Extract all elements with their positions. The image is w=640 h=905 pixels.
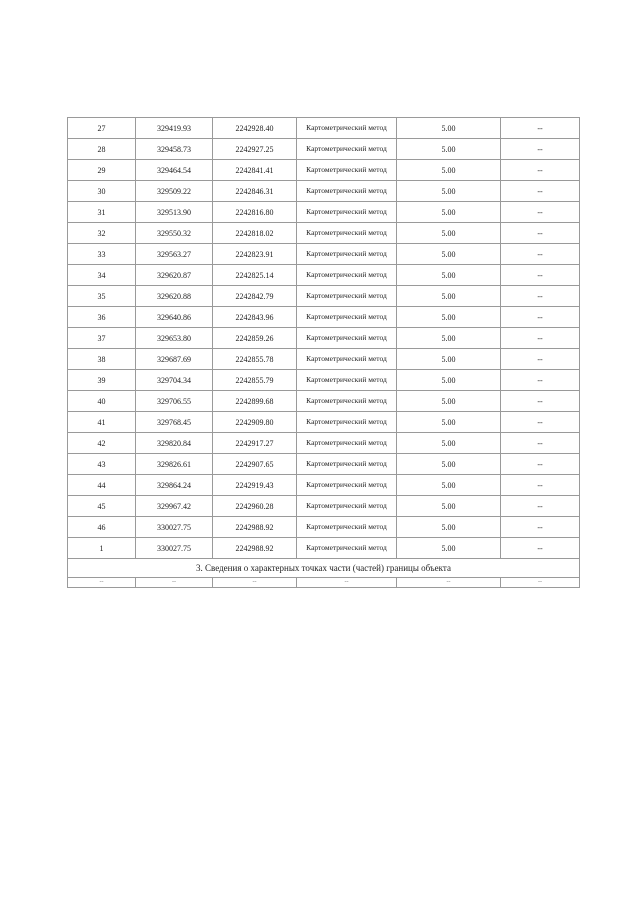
method-cell: Картометрический метод — [297, 412, 397, 433]
table-row — [68, 223, 580, 244]
method-cell: Картометрический метод — [297, 391, 397, 412]
x-coordinate-cell: 329967.42 — [136, 496, 213, 517]
y-coordinate-cell: 2242919.43 — [213, 475, 297, 496]
y-coordinate-cell: 2242917.27 — [213, 433, 297, 454]
x-coordinate-cell: 329864.24 — [136, 475, 213, 496]
precision-cell: 5.00 — [397, 118, 501, 139]
y-coordinate-cell: 2242909.80 — [213, 412, 297, 433]
method-cell: Картометрический метод — [297, 118, 397, 139]
method-cell: Картометрический метод — [297, 496, 397, 517]
method-cell: Картометрический метод — [297, 244, 397, 265]
table-row — [68, 160, 580, 181]
note-cell: -- — [501, 496, 580, 517]
header-cell: -- — [397, 578, 501, 588]
point-number-cell: 44 — [68, 475, 136, 496]
table-body — [68, 118, 580, 559]
table-row — [68, 370, 580, 391]
method-cell: Картометрический метод — [297, 538, 397, 559]
precision-cell: 5.00 — [397, 433, 501, 454]
method-cell: Картометрический метод — [297, 433, 397, 454]
y-coordinate-cell: 2242842.79 — [213, 286, 297, 307]
table-row — [68, 475, 580, 496]
note-cell: -- — [501, 370, 580, 391]
x-coordinate-cell: 329706.55 — [136, 391, 213, 412]
header-cell: -- — [68, 578, 136, 588]
point-number-cell: 35 — [68, 286, 136, 307]
section-header-row — [68, 578, 580, 588]
header-cell: -- — [297, 578, 397, 588]
x-coordinate-cell: 329563.27 — [136, 244, 213, 265]
point-number-cell: 31 — [68, 202, 136, 223]
method-cell: Картометрический метод — [297, 139, 397, 160]
table-row — [68, 496, 580, 517]
x-coordinate-cell: 329550.32 — [136, 223, 213, 244]
precision-cell: 5.00 — [397, 202, 501, 223]
y-coordinate-cell: 2242843.96 — [213, 307, 297, 328]
precision-cell: 5.00 — [397, 370, 501, 391]
precision-cell: 5.00 — [397, 139, 501, 160]
note-cell: -- — [501, 454, 580, 475]
table-row — [68, 349, 580, 370]
note-cell: -- — [501, 160, 580, 181]
x-coordinate-cell: 329653.80 — [136, 328, 213, 349]
y-coordinate-cell: 2242825.14 — [213, 265, 297, 286]
note-cell: -- — [501, 349, 580, 370]
method-cell: Картометрический метод — [297, 265, 397, 286]
table-row — [68, 139, 580, 160]
precision-cell: 5.00 — [397, 349, 501, 370]
x-coordinate-cell: 329768.45 — [136, 412, 213, 433]
x-coordinate-cell: 329509.22 — [136, 181, 213, 202]
table-row — [68, 328, 580, 349]
table-row — [68, 433, 580, 454]
precision-cell: 5.00 — [397, 496, 501, 517]
x-coordinate-cell: 329620.87 — [136, 265, 213, 286]
method-cell: Картометрический метод — [297, 328, 397, 349]
precision-cell: 5.00 — [397, 391, 501, 412]
point-number-cell: 36 — [68, 307, 136, 328]
y-coordinate-cell: 2242823.91 — [213, 244, 297, 265]
method-cell: Картометрический метод — [297, 370, 397, 391]
table-row — [68, 391, 580, 412]
precision-cell: 5.00 — [397, 517, 501, 538]
point-number-cell: 38 — [68, 349, 136, 370]
point-number-cell: 32 — [68, 223, 136, 244]
method-cell: Картометрический метод — [297, 202, 397, 223]
point-number-cell: 34 — [68, 265, 136, 286]
precision-cell: 5.00 — [397, 412, 501, 433]
note-cell: -- — [501, 223, 580, 244]
x-coordinate-cell: 329826.61 — [136, 454, 213, 475]
table-row — [68, 118, 580, 139]
table-row — [68, 265, 580, 286]
note-cell: -- — [501, 118, 580, 139]
precision-cell: 5.00 — [397, 181, 501, 202]
y-coordinate-cell: 2242988.92 — [213, 517, 297, 538]
precision-cell: 5.00 — [397, 328, 501, 349]
y-coordinate-cell: 2242855.79 — [213, 370, 297, 391]
precision-cell: 5.00 — [397, 160, 501, 181]
precision-cell: 5.00 — [397, 223, 501, 244]
x-coordinate-cell: 329620.88 — [136, 286, 213, 307]
table-row — [68, 244, 580, 265]
point-number-cell: 29 — [68, 160, 136, 181]
header-cell: -- — [213, 578, 297, 588]
note-cell: -- — [501, 181, 580, 202]
point-number-cell: 45 — [68, 496, 136, 517]
x-coordinate-cell: 329704.34 — [136, 370, 213, 391]
precision-cell: 5.00 — [397, 265, 501, 286]
point-number-cell: 46 — [68, 517, 136, 538]
point-number-cell: 33 — [68, 244, 136, 265]
table-row — [68, 454, 580, 475]
x-coordinate-cell: 329513.90 — [136, 202, 213, 223]
section-row — [68, 559, 580, 578]
method-cell: Картометрический метод — [297, 223, 397, 244]
table-row — [68, 517, 580, 538]
table-row — [68, 286, 580, 307]
note-cell: -- — [501, 412, 580, 433]
note-cell: -- — [501, 202, 580, 223]
method-cell: Картометрический метод — [297, 517, 397, 538]
x-coordinate-cell: 329458.73 — [136, 139, 213, 160]
y-coordinate-cell: 2242855.78 — [213, 349, 297, 370]
y-coordinate-cell: 2242899.68 — [213, 391, 297, 412]
method-cell: Картометрический метод — [297, 286, 397, 307]
precision-cell: 5.00 — [397, 454, 501, 475]
method-cell: Картометрический метод — [297, 307, 397, 328]
note-cell: -- — [501, 433, 580, 454]
note-cell: -- — [501, 286, 580, 307]
precision-cell: 5.00 — [397, 286, 501, 307]
x-coordinate-cell: 330027.75 — [136, 538, 213, 559]
method-cell: Картометрический метод — [297, 454, 397, 475]
point-number-cell: 1 — [68, 538, 136, 559]
note-cell: -- — [501, 139, 580, 160]
method-cell: Картометрический метод — [297, 349, 397, 370]
precision-cell: 5.00 — [397, 244, 501, 265]
y-coordinate-cell: 2242816.80 — [213, 202, 297, 223]
note-cell: -- — [501, 328, 580, 349]
x-coordinate-cell: 329419.93 — [136, 118, 213, 139]
x-coordinate-cell: 329820.84 — [136, 433, 213, 454]
header-cell: -- — [501, 578, 580, 588]
method-cell: Картометрический метод — [297, 160, 397, 181]
note-cell: -- — [501, 244, 580, 265]
table-row — [68, 307, 580, 328]
table-row — [68, 412, 580, 433]
point-number-cell: 39 — [68, 370, 136, 391]
precision-cell: 5.00 — [397, 307, 501, 328]
point-number-cell: 27 — [68, 118, 136, 139]
note-cell: -- — [501, 391, 580, 412]
table-row — [68, 181, 580, 202]
note-cell: -- — [501, 538, 580, 559]
note-cell: -- — [501, 475, 580, 496]
x-coordinate-cell: 329640.86 — [136, 307, 213, 328]
point-number-cell: 41 — [68, 412, 136, 433]
point-number-cell: 30 — [68, 181, 136, 202]
y-coordinate-cell: 2242859.26 — [213, 328, 297, 349]
y-coordinate-cell: 2242841.41 — [213, 160, 297, 181]
section-title: 3. Сведения о характерных точках части (частей) границы объекта — [68, 559, 580, 578]
method-cell: Картометрический метод — [297, 181, 397, 202]
note-cell: -- — [501, 265, 580, 286]
point-number-cell: 40 — [68, 391, 136, 412]
y-coordinate-cell: 2242907.65 — [213, 454, 297, 475]
table-row — [68, 202, 580, 223]
x-coordinate-cell: 329464.54 — [136, 160, 213, 181]
point-number-cell: 43 — [68, 454, 136, 475]
point-number-cell: 42 — [68, 433, 136, 454]
x-coordinate-cell: 330027.75 — [136, 517, 213, 538]
method-cell: Картометрический метод — [297, 475, 397, 496]
y-coordinate-cell: 2242960.28 — [213, 496, 297, 517]
coordinates-table — [67, 117, 580, 588]
y-coordinate-cell: 2242818.02 — [213, 223, 297, 244]
precision-cell: 5.00 — [397, 538, 501, 559]
point-number-cell: 37 — [68, 328, 136, 349]
table-row — [68, 538, 580, 559]
header-cell: -- — [136, 578, 213, 588]
y-coordinate-cell: 2242928.40 — [213, 118, 297, 139]
note-cell: -- — [501, 517, 580, 538]
y-coordinate-cell: 2242846.31 — [213, 181, 297, 202]
y-coordinate-cell: 2242927.25 — [213, 139, 297, 160]
precision-cell: 5.00 — [397, 475, 501, 496]
note-cell: -- — [501, 307, 580, 328]
y-coordinate-cell: 2242988.92 — [213, 538, 297, 559]
x-coordinate-cell: 329687.69 — [136, 349, 213, 370]
point-number-cell: 28 — [68, 139, 136, 160]
